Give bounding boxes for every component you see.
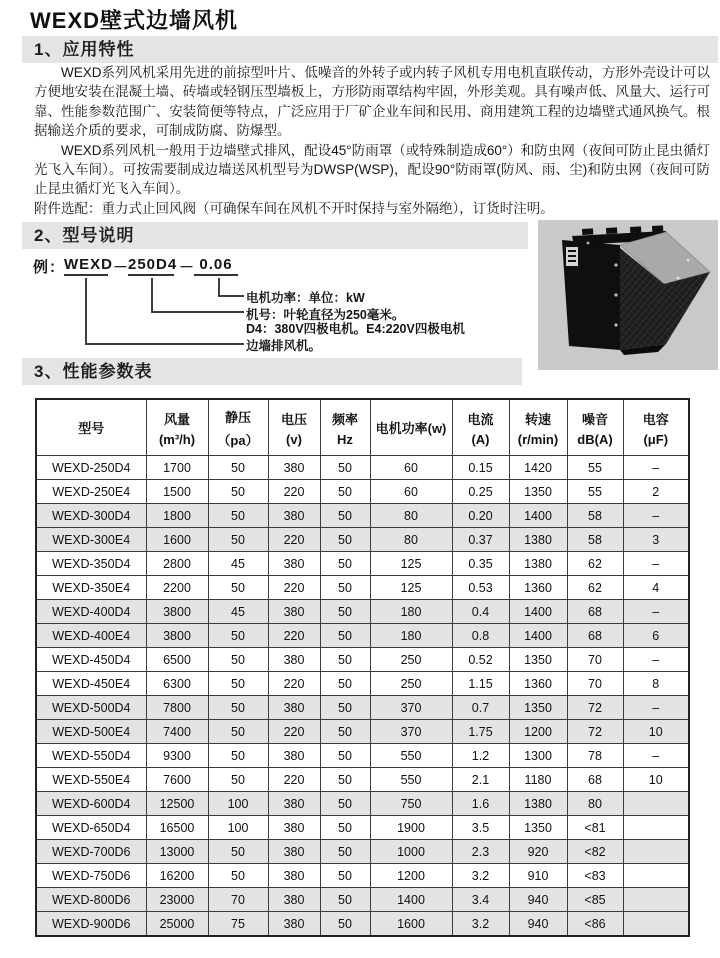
- column-header-7: 转速 (r/min): [509, 399, 567, 456]
- value-cell: 3800: [146, 624, 208, 648]
- value-cell: –: [623, 696, 689, 720]
- value-cell: 50: [320, 504, 370, 528]
- value-cell: –: [623, 552, 689, 576]
- value-cell: 3.2: [452, 864, 509, 888]
- value-cell: 62: [567, 552, 623, 576]
- value-cell: 58: [567, 504, 623, 528]
- value-cell: 0.37: [452, 528, 509, 552]
- value-cell: 0.15: [452, 456, 509, 480]
- table-row: [36, 552, 689, 576]
- value-cell: 70: [567, 672, 623, 696]
- model-cell: WEXD-300E4: [36, 528, 146, 552]
- value-cell: 380: [268, 600, 320, 624]
- value-cell: 1700: [146, 456, 208, 480]
- value-cell: 0.4: [452, 600, 509, 624]
- value-cell: 50: [320, 672, 370, 696]
- section-heading-performance: 3、性能参数表: [22, 358, 522, 385]
- value-cell: 1400: [509, 624, 567, 648]
- value-cell: 50: [320, 648, 370, 672]
- value-cell: 1200: [509, 720, 567, 744]
- model-cell: WEXD-500D4: [36, 696, 146, 720]
- value-cell: 1360: [509, 672, 567, 696]
- value-cell: 4: [623, 576, 689, 600]
- value-cell: 55: [567, 456, 623, 480]
- value-cell: 1200: [370, 864, 452, 888]
- value-cell: 220: [268, 576, 320, 600]
- value-cell: [623, 888, 689, 912]
- section-heading-application: 1、应用特性: [22, 36, 718, 63]
- value-cell: 910: [509, 864, 567, 888]
- table-row: [36, 480, 689, 504]
- model-cell: WEXD-750D6: [36, 864, 146, 888]
- model-dash-1: －: [113, 259, 130, 276]
- column-header-6: 电流 (A): [452, 399, 509, 456]
- value-cell: 50: [320, 840, 370, 864]
- value-cell: 9300: [146, 744, 208, 768]
- value-cell: 50: [320, 888, 370, 912]
- value-cell: 2.3: [452, 840, 509, 864]
- value-cell: 1500: [146, 480, 208, 504]
- product-photo: [538, 220, 718, 370]
- value-cell: 3: [623, 528, 689, 552]
- value-cell: [623, 912, 689, 937]
- model-cell: WEXD-700D6: [36, 840, 146, 864]
- value-cell: 50: [208, 648, 268, 672]
- value-cell: 55: [567, 480, 623, 504]
- page-title: WEXD壁式边墙风机: [30, 8, 239, 33]
- value-cell: 0.8: [452, 624, 509, 648]
- value-cell: 80: [370, 528, 452, 552]
- column-header-2: 静压 （pa）: [208, 399, 268, 456]
- table-row: [36, 840, 689, 864]
- value-cell: 3800: [146, 600, 208, 624]
- wall-fan-image: [538, 220, 718, 370]
- table-row: [36, 624, 689, 648]
- value-cell: 380: [268, 456, 320, 480]
- value-cell: 1350: [509, 816, 567, 840]
- value-cell: –: [623, 648, 689, 672]
- value-cell: [623, 840, 689, 864]
- value-cell: 125: [370, 576, 452, 600]
- value-cell: 1.2: [452, 744, 509, 768]
- value-cell: 940: [509, 912, 567, 937]
- table-row: [36, 744, 689, 768]
- value-cell: 220: [268, 480, 320, 504]
- value-cell: 1.75: [452, 720, 509, 744]
- column-header-3: 电压 (v): [268, 399, 320, 456]
- value-cell: 50: [208, 696, 268, 720]
- value-cell: 0.25: [452, 480, 509, 504]
- value-cell: 2: [623, 480, 689, 504]
- value-cell: 50: [208, 744, 268, 768]
- value-cell: 6500: [146, 648, 208, 672]
- model-cell: WEXD-450E4: [36, 672, 146, 696]
- value-cell: 380: [268, 792, 320, 816]
- value-cell: 0.20: [452, 504, 509, 528]
- value-cell: 7800: [146, 696, 208, 720]
- value-cell: 250: [370, 648, 452, 672]
- value-cell: 1000: [370, 840, 452, 864]
- value-cell: 100: [208, 816, 268, 840]
- value-cell: 125: [370, 552, 452, 576]
- value-cell: [623, 816, 689, 840]
- value-cell: 180: [370, 624, 452, 648]
- table-row: [36, 864, 689, 888]
- value-cell: 68: [567, 768, 623, 792]
- value-cell: 68: [567, 624, 623, 648]
- connector-line-power: [218, 278, 244, 297]
- model-cell: WEXD-400E4: [36, 624, 146, 648]
- value-cell: 50: [320, 528, 370, 552]
- value-cell: 72: [567, 696, 623, 720]
- table-row: [36, 504, 689, 528]
- table-row: [36, 696, 689, 720]
- value-cell: 1600: [370, 912, 452, 937]
- value-cell: <82: [567, 840, 623, 864]
- model-number-diagram: [30, 256, 535, 356]
- value-cell: –: [623, 600, 689, 624]
- value-cell: 50: [320, 576, 370, 600]
- value-cell: 62: [567, 576, 623, 600]
- model-cell: WEXD-350D4: [36, 552, 146, 576]
- value-cell: 68: [567, 600, 623, 624]
- value-cell: 380: [268, 552, 320, 576]
- table-row: [36, 672, 689, 696]
- value-cell: 370: [370, 720, 452, 744]
- value-cell: 50: [320, 480, 370, 504]
- model-cell: WEXD-450D4: [36, 648, 146, 672]
- value-cell: 6: [623, 624, 689, 648]
- value-cell: 220: [268, 672, 320, 696]
- value-cell: 50: [320, 912, 370, 937]
- paragraph-accessories: 附件选配：重力式止回风阀（可确保车间在风机不开时保持与室外隔绝），订货时注明。: [34, 200, 554, 216]
- value-cell: –: [623, 456, 689, 480]
- model-cell: WEXD-250D4: [36, 456, 146, 480]
- column-header-9: 电容 (μF): [623, 399, 689, 456]
- value-cell: 3.2: [452, 912, 509, 937]
- value-cell: 0.52: [452, 648, 509, 672]
- value-cell: 80: [567, 792, 623, 816]
- value-cell: 50: [208, 840, 268, 864]
- model-cell: WEXD-550E4: [36, 768, 146, 792]
- table-row: [36, 576, 689, 600]
- column-header-0: 型号: [36, 399, 146, 456]
- value-cell: 50: [320, 816, 370, 840]
- value-cell: 50: [320, 624, 370, 648]
- value-cell: 6300: [146, 672, 208, 696]
- value-cell: 50: [208, 624, 268, 648]
- value-cell: 2.1: [452, 768, 509, 792]
- value-cell: 80: [370, 504, 452, 528]
- value-cell: <83: [567, 864, 623, 888]
- value-cell: 380: [268, 816, 320, 840]
- value-cell: 50: [320, 768, 370, 792]
- value-cell: [623, 792, 689, 816]
- value-cell: 50: [320, 792, 370, 816]
- value-cell: 50: [320, 720, 370, 744]
- value-cell: 7400: [146, 720, 208, 744]
- value-cell: 12500: [146, 792, 208, 816]
- value-cell: 58: [567, 528, 623, 552]
- value-cell: 1420: [509, 456, 567, 480]
- model-cell: WEXD-500E4: [36, 720, 146, 744]
- table-row: [36, 768, 689, 792]
- paragraph-application-2: WEXD系列风机一般用于边墙壁式排风，配设45°防雨罩（或特殊制造成60°）和防虫网（夜间可防止昆虫循灯光飞入车间）。可按需要制成边墙送风机型号为DWSP(WSP)，配设90°防雨罩(防风、雨、尘)和防虫网（夜间可防止昆虫循灯光飞入车间）。: [34, 142, 710, 197]
- value-cell: 50: [208, 480, 268, 504]
- value-cell: 78: [567, 744, 623, 768]
- column-header-1: 风量 (m³/h): [146, 399, 208, 456]
- model-cell: WEXD-900D6: [36, 912, 146, 937]
- value-cell: 380: [268, 864, 320, 888]
- value-cell: 370: [370, 696, 452, 720]
- value-cell: 380: [268, 888, 320, 912]
- value-cell: 60: [370, 480, 452, 504]
- table-header-row: [36, 399, 689, 456]
- value-cell: 0.53: [452, 576, 509, 600]
- value-cell: 220: [268, 528, 320, 552]
- value-cell: 1.15: [452, 672, 509, 696]
- value-cell: 1400: [370, 888, 452, 912]
- performance-table: [35, 398, 690, 937]
- value-cell: 50: [320, 864, 370, 888]
- model-cell: WEXD-300D4: [36, 504, 146, 528]
- value-cell: 1400: [509, 504, 567, 528]
- value-cell: 1400: [509, 600, 567, 624]
- value-cell: 23000: [146, 888, 208, 912]
- value-cell: 380: [268, 912, 320, 937]
- value-cell: 50: [208, 672, 268, 696]
- value-cell: –: [623, 744, 689, 768]
- value-cell: 50: [320, 696, 370, 720]
- table-row: [36, 816, 689, 840]
- column-header-4: 频率 Hz: [320, 399, 370, 456]
- table-row: [36, 600, 689, 624]
- value-cell: 50: [208, 504, 268, 528]
- value-cell: 70: [208, 888, 268, 912]
- value-cell: 10: [623, 720, 689, 744]
- value-cell: 100: [208, 792, 268, 816]
- table-row: [36, 720, 689, 744]
- model-series-code: WEXD: [64, 256, 108, 276]
- value-cell: 50: [208, 768, 268, 792]
- value-cell: 70: [567, 648, 623, 672]
- label-size-line2: D4：380V四极电机。E4:220V四极电机: [246, 322, 465, 336]
- model-cell: WEXD-800D6: [36, 888, 146, 912]
- column-header-8: 噪音 dB(A): [567, 399, 623, 456]
- value-cell: 940: [509, 888, 567, 912]
- application-text: [34, 63, 710, 218]
- table-row: [36, 648, 689, 672]
- value-cell: 50: [208, 720, 268, 744]
- value-cell: 1350: [509, 480, 567, 504]
- value-cell: 45: [208, 552, 268, 576]
- value-cell: 3.4: [452, 888, 509, 912]
- value-cell: 0.35: [452, 552, 509, 576]
- value-cell: 550: [370, 768, 452, 792]
- value-cell: 180: [370, 600, 452, 624]
- model-cell: WEXD-350E4: [36, 576, 146, 600]
- value-cell: 50: [208, 864, 268, 888]
- model-cell: WEXD-400D4: [36, 600, 146, 624]
- table-row: [36, 888, 689, 912]
- value-cell: 750: [370, 792, 452, 816]
- table-row: [36, 912, 689, 937]
- value-cell: 50: [320, 552, 370, 576]
- value-cell: 1900: [370, 816, 452, 840]
- value-cell: <81: [567, 816, 623, 840]
- value-cell: 380: [268, 504, 320, 528]
- value-cell: 2800: [146, 552, 208, 576]
- model-cell: WEXD-650D4: [36, 816, 146, 840]
- column-header-5: 电机功率(w): [370, 399, 452, 456]
- value-cell: 550: [370, 744, 452, 768]
- value-cell: 50: [208, 576, 268, 600]
- value-cell: 1380: [509, 528, 567, 552]
- model-size-code: 250D4: [128, 256, 174, 276]
- value-cell: 220: [268, 624, 320, 648]
- value-cell: 72: [567, 720, 623, 744]
- value-cell: 50: [208, 456, 268, 480]
- value-cell: [623, 864, 689, 888]
- value-cell: 50: [320, 600, 370, 624]
- table-row: [36, 792, 689, 816]
- value-cell: 50: [208, 528, 268, 552]
- value-cell: 1380: [509, 792, 567, 816]
- value-cell: 75: [208, 912, 268, 937]
- value-cell: 1380: [509, 552, 567, 576]
- value-cell: 220: [268, 720, 320, 744]
- value-cell: 10: [623, 768, 689, 792]
- value-cell: 50: [320, 456, 370, 480]
- example-prefix: 例：: [33, 259, 66, 276]
- value-cell: 920: [509, 840, 567, 864]
- value-cell: 60: [370, 456, 452, 480]
- paragraph-application-1: WEXD系列风机采用先进的前掠型叶片、低噪音的外转子或内转子风机专用电机直联传动，方形外壳设计可以方便地安装在混凝土墙、砖墙或轻钢压型墙板上，方形防雨罩结构牢固，外形美观。具有噪声低、风量大、运行可靠、性能参数范围广、安装简便等特点，广泛应用于厂矿企业车间和民用、商用建筑工程的边墙壁式通风换气。根据输送介质的要求，可制成防腐、防爆型。: [34, 65, 710, 139]
- label-motor-power: 电机功率：单位：kW: [246, 291, 365, 305]
- table-row: [36, 456, 689, 480]
- value-cell: 13000: [146, 840, 208, 864]
- value-cell: –: [623, 504, 689, 528]
- value-cell: 380: [268, 840, 320, 864]
- model-cell: WEXD-600D4: [36, 792, 146, 816]
- value-cell: 1180: [509, 768, 567, 792]
- value-cell: 8: [623, 672, 689, 696]
- value-cell: 1600: [146, 528, 208, 552]
- value-cell: 0.7: [452, 696, 509, 720]
- value-cell: 50: [320, 744, 370, 768]
- value-cell: 380: [268, 696, 320, 720]
- value-cell: 2200: [146, 576, 208, 600]
- value-cell: 380: [268, 744, 320, 768]
- value-cell: 1350: [509, 648, 567, 672]
- value-cell: 45: [208, 600, 268, 624]
- label-series-meaning: 边墙排风机。: [246, 339, 322, 353]
- value-cell: 220: [268, 768, 320, 792]
- model-power-code: 0.06: [194, 256, 238, 276]
- value-cell: <85: [567, 888, 623, 912]
- value-cell: 7600: [146, 768, 208, 792]
- value-cell: 25000: [146, 912, 208, 937]
- value-cell: 16200: [146, 864, 208, 888]
- model-dash-2: －: [179, 259, 196, 276]
- value-cell: 1350: [509, 696, 567, 720]
- value-cell: 16500: [146, 816, 208, 840]
- table-row: [36, 528, 689, 552]
- value-cell: 3.5: [452, 816, 509, 840]
- model-cell: WEXD-550D4: [36, 744, 146, 768]
- value-cell: 1300: [509, 744, 567, 768]
- label-size-line1: 机号：叶轮直径为250毫米。: [246, 308, 405, 322]
- value-cell: 250: [370, 672, 452, 696]
- value-cell: 1.6: [452, 792, 509, 816]
- value-cell: <86: [567, 912, 623, 937]
- model-cell: WEXD-250E4: [36, 480, 146, 504]
- section-heading-model: 2、型号说明: [22, 222, 528, 249]
- value-cell: 1800: [146, 504, 208, 528]
- value-cell: 1360: [509, 576, 567, 600]
- value-cell: 380: [268, 648, 320, 672]
